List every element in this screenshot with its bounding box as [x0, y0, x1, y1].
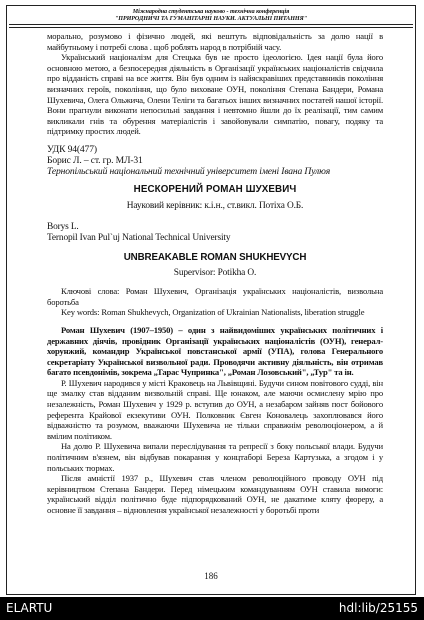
institution-line: Тернопільський національний технічний університет імені Івана Пулюя	[47, 165, 331, 177]
header-rule	[9, 24, 413, 28]
footer-bar	[0, 597, 424, 620]
conference-header	[7, 9, 415, 23]
institution-line-en: Ternopil Ivan Pul`uj National Technical University	[47, 232, 231, 243]
article-title-en: UNBREAKABLE ROMAN SHUKHEVYCH	[123, 251, 307, 263]
intro-paragraph-2: Український націоналізм для Стецька був не просто ідеологією. Ідея нації була його основною метою, а безпосередня діяльність в Організації українських націоналістів свідчила про відданість справі на все життя. Він був одним із найяскравіших представників покоління визначних героїв, покоління, що було виховане ОУН, покоління Степана Бандери, Романа Шухевича, Олега Ольжича, Олени Теліги та багатьох інших визначних постатей нашої історії. Вони прагнули виконати непосильні завдання і невтомно йшли до їх реалізації, тим самим викликали гнів та обурення матеріалістів і завойовували симпатію, повагу, подяку та підтримку простих людей.	[47, 52, 383, 137]
conference-header-line1: Міжнародна студентська науково - технічна конференція	[132, 9, 290, 15]
body-paragraph-3: Після амністії 1937 р., Шухевич став членом революційного проводу ОУН під керівництвом Степана Бандери. Перед німецьким командуванням ОУН ставила вимоги: український відділ політично буде підпорядкований ОУН, не дакатиме кляту фюреру, а основне її завдання – відновлення української незалежності у боротьбі проти	[47, 473, 383, 515]
supervisor-line: Науковий керівник: к.і.н., ст.викл. Потіха О.Б.	[126, 200, 304, 211]
conference-header-line2: "ПРИРОДНИЧІ ТА ГУМАНІТАРНІ НАУКИ. АКТУАЛЬНІ ПИТАННЯ"	[114, 16, 308, 22]
footer-handle: hdl:lib/25155	[338, 601, 418, 615]
supervisor-line-en: Supervisor: Potikha O.	[173, 268, 257, 279]
intro-paragraph-1: морально, розумово і фізично людей, які вештуть відповідальність за долю нації в майбутньому і потребі слова . щоб роблять народ в потрібній часу.	[47, 31, 383, 52]
page-number: 186	[204, 571, 218, 581]
document-page	[6, 5, 416, 595]
author-line-en: Borys L.	[47, 221, 79, 232]
author-line: Борис Л. – ст. гр. МЛ-31	[47, 154, 143, 166]
article-title: НЕСКОРЕНИЙ РОМАН ШУХЕВИЧ	[133, 183, 297, 195]
udc-code: УДК 94(477)	[47, 143, 97, 155]
keywords-en: Key words: Roman Shukhevych, Organization of Ukrainian Nationalists, liberation struggle	[61, 307, 365, 318]
body-paragraph-1: Р. Шухевич народився у місті Краковець на Львівщині. Будучи сином повітового судді, він ще змалку став відданим визвольній справі. Ще юнаком, але маючи осмислену мрію про незалежність, Роман Шухевич у 1929 р. вступив до ОУН, а незабаром зайняв пост бойового референта Крайової екзекутиви ОУН. Полковник Євген Коновалець захоплювався його відважністю та розумом, вважаючи Шухевича не тільки справжнім революціонером, а й вмілим політиком.	[47, 377, 383, 441]
footer-repository-label: ELARTU	[6, 601, 53, 615]
abstract-paragraph: Роман Шухевич (1907–1950) – один з найвидоміших українських політичних і державних діячів, провідник Організації українських націоналістів (ОУН), генерал-хорунжий, командир Української повстанської армії (УПА), голова Генерального секретаріату Української визвольної ради. Проводячи активну діяльність, він отримав багато псевдонімів, зокрема „Тарас Чупринка", „Роман Лозовський", „Тур" та ін.	[47, 324, 383, 378]
page-content	[47, 31, 383, 516]
body-paragraph-2: На долю Р. Шухевича випали переслідування та репресії з боку польської влади. Будучи політичним в'язнем, він відбував покарання у концтаборі Береза Картузька, а згодом і у польських тюрмах.	[47, 441, 383, 473]
keywords-ua: Ключові слова: Роман Шухевич, Організація українських націоналістів, визвольна боротьба	[47, 286, 383, 307]
